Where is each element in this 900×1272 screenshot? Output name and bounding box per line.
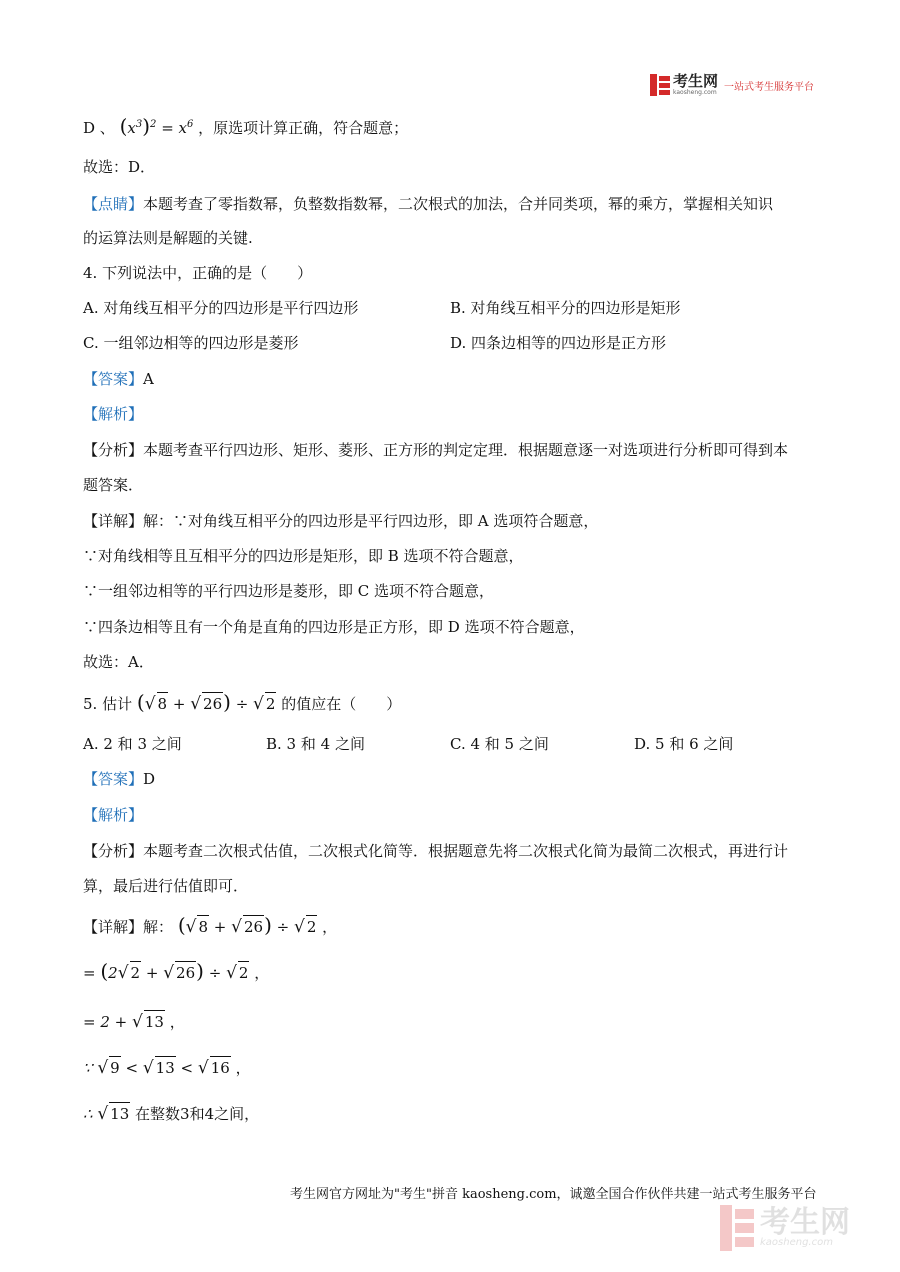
q5-detail-step2: = (2√ 2 + √ 26) ÷ √ 2 ， [83,959,270,983]
watermark-name: 考生网 [760,1204,850,1240]
q5-analysis-tag: 【解析】 [83,806,144,824]
q5-detail-step5: ∴ √ 13 在整数3和4之间， [83,1104,260,1124]
q4-detail-line4: ∵四条边相等且有一个角是直角的四边形是正方形，即 D 选项不符合题意， [83,618,585,636]
q4-detail-line1: 【详解】解：∵对角线互相平分的四边形是平行四边形，即 A 选项符合题意， [83,512,599,530]
logo-name: 考生网 [673,72,719,90]
watermark [720,1200,890,1255]
q3-answer: 故选：D． [83,158,156,176]
kaosheng-watermark-icon [720,1205,754,1251]
footer-text: 考生网官方网址为"考生"拼音 kaosheng.com，诚邀全国合作伙伴共建一站式考生服务平台 [290,1187,817,1202]
q4-answer: 【答案】A [83,370,154,388]
q5-stem: 5. 估计 (√ 8 + √ 26) ÷ √ 2 的值应在（ ） [83,690,402,714]
q5-expression: (√ 8 + √ 26) ÷ √ 2 [136,690,276,714]
q3-comment-line1: 【点睛】本题考查了零指数幂，负整数指数幂，二次根式的加法，合并同类项，幂的乘方，掌握相关知识 [83,195,774,213]
logo-url: kaosheng.com [673,89,717,96]
kaosheng-logo-icon [650,74,670,96]
q5-detail-step4: ∵ √ 9 < √ 13 < √ 16 ， [83,1058,251,1078]
q4-fenxi-line1: 【分析】本题考查平行四边形、矩形、菱形、正方形的判定定理．根据题意逐一对选项进行分析即可得到本 [83,441,789,459]
q5-fenxi-line1: 【分析】本题考查二次根式估值，二次根式化简等．根据题意先将二次根式化简为最简二次根式，再进行计 [83,842,789,860]
formula-d: $(x^3)^2 = x^6$ [119,114,194,138]
q4-detail-line3: ∵一组邻边相等的平行四边形是菱形，即 C 选项不符合题意， [83,582,495,600]
q4-analysis-tag: 【解析】 [83,405,144,423]
q4-option-c: C. 一组邻边相等的四边形是菱形 [83,334,299,352]
q4-option-d: D. 四条边相等的四边形是正方形 [450,334,667,352]
q5-option-a: A. 2 和 3 之间 [83,735,182,753]
q5-fenxi-line2: 算，最后进行估值即可． [83,877,249,895]
header-logo [650,72,814,98]
q3-comment-line2: 的运算法则是解题的关键. [83,229,253,247]
q4-option-b: B. 对角线互相平分的四边形是矩形 [450,299,681,317]
q5-answer: 【答案】D [83,770,156,788]
q4-fenxi-line2: 题答案． [83,476,144,494]
watermark-url: kaosheng.com [760,1236,833,1248]
q5-option-d: D. 5 和 6 之间 [634,735,734,753]
q5-option-b: B. 3 和 4 之间 [266,735,365,753]
q5-option-c: C. 4 和 5 之间 [450,735,549,753]
q4-choose: 故选：A． [83,653,154,671]
q4-stem: 4. 下列说法中，正确的是（ ） [83,264,313,282]
q5-detail-step3: = 2 + √ 13 ， [83,1012,185,1032]
q3-option-d-line: D 、 $(x^3)^2 = x^6$ ，原选项计算正确，符合题意； [83,114,409,138]
q4-detail-line2: ∵对角线相等且互相平分的四边形是矩形，即 B 选项不符合题意， [83,547,524,565]
q4-option-a: A. 对角线互相平分的四边形是平行四边形 [83,299,359,317]
q5-detail-step1: 【详解】解： (√ 8 + √ 26) ÷ √ 2 ， [83,913,338,937]
logo-slogan: 一站式考生服务平台 [724,81,815,93]
